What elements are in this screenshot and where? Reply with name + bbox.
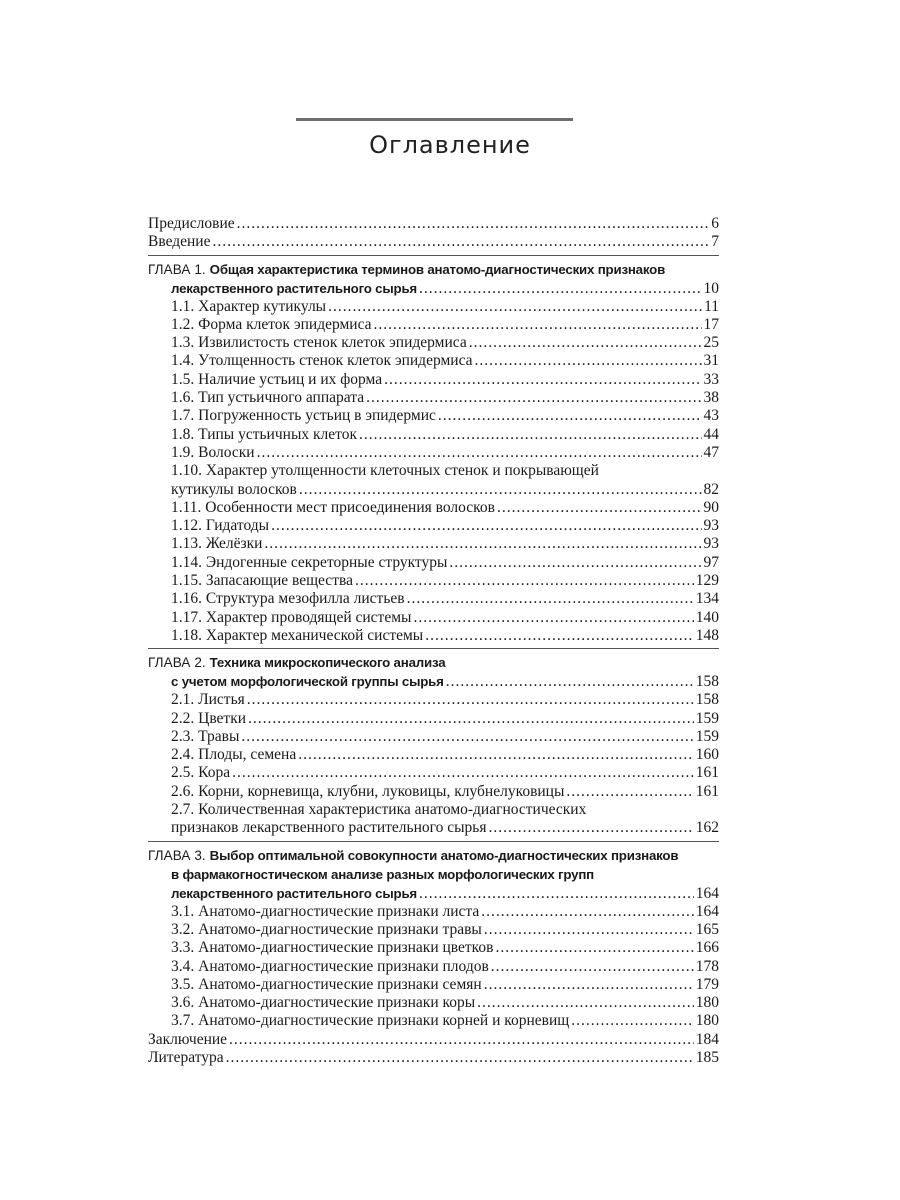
toc-entry-label: 1.3. Извилистость стенок клеток эпидермиса	[171, 334, 467, 352]
toc-page-number: 148	[695, 626, 719, 644]
dot-leader	[299, 481, 702, 499]
toc-entry[interactable]	[148, 389, 719, 407]
toc-page-number: 33	[703, 370, 719, 388]
dot-leader	[384, 371, 701, 389]
chapter-title-line: с учетом морфологической группы сырья	[171, 674, 444, 690]
toc-entry-label: Предисловие	[148, 215, 235, 232]
toc-page-number: 185	[695, 1048, 719, 1066]
dot-leader	[491, 958, 694, 976]
toc-entry-label: 2.1. Листья	[171, 691, 245, 709]
dot-leader	[438, 407, 702, 425]
dot-leader	[469, 334, 702, 352]
toc-entry-label: 2.2. Цветки	[171, 709, 247, 727]
dot-leader	[484, 976, 694, 994]
dot-leader	[419, 884, 694, 903]
dot-leader	[446, 672, 694, 691]
toc-entry-label: 1.12. Гидатоды	[171, 517, 270, 535]
chapter-label: ГЛАВА 2.	[148, 655, 206, 671]
toc-page-number: 159	[695, 709, 719, 727]
dot-leader	[247, 691, 694, 709]
toc-page-number: 164	[695, 884, 719, 902]
toc-entry-label: 1.17. Характер проводящей системы	[171, 608, 412, 626]
toc-entry-label: 2.3. Травы	[171, 727, 240, 745]
dot-leader	[229, 1031, 694, 1049]
dot-leader	[488, 819, 693, 837]
toc-entry-label: 1.4. Утолщенность стенок клеток эпидермиса	[171, 352, 473, 370]
toc-entry-label: 1.10. Характер утолщенности клеточных стенок и покрывающей	[171, 462, 599, 480]
toc-page-number: 158	[695, 673, 719, 691]
toc-entry[interactable]	[148, 352, 719, 370]
toc-page-number: 184	[695, 1030, 719, 1048]
toc-entry-introduction[interactable]	[148, 233, 719, 251]
toc-entry-label: кутикулы волосков	[171, 480, 297, 498]
toc-page-number: 10	[703, 279, 719, 297]
toc-page-number: 38	[703, 389, 719, 407]
toc-entry[interactable]	[148, 426, 719, 444]
dot-leader	[366, 389, 701, 407]
toc-entry-cont[interactable]	[148, 481, 719, 499]
toc-page-number: 31	[703, 352, 719, 370]
toc-entry-label: 1.6. Тип устьичного аппарата	[171, 389, 365, 407]
toc-page-number: 93	[703, 535, 719, 553]
dot-leader	[495, 939, 693, 957]
toc-page-number: 134	[695, 590, 719, 608]
toc-entry[interactable]	[148, 764, 719, 782]
toc-entry-label: 1.8. Типы устьичных клеток	[171, 425, 357, 443]
chapter-1-heading-cont[interactable]	[148, 279, 719, 298]
toc-page-number: 162	[695, 819, 719, 837]
chapter-label: ГЛАВА 1.	[148, 261, 206, 277]
toc-entry[interactable]	[148, 728, 719, 746]
dot-leader	[232, 764, 694, 782]
toc-entry[interactable]	[148, 609, 719, 627]
toc-entry-label: 1.13. Желёзки	[171, 535, 263, 553]
toc-entry[interactable]	[148, 444, 719, 462]
toc-entry-label: 2.6. Корни, корневища, клубни, луковицы, клубнелуковицы	[171, 782, 565, 800]
toc-page-number: 82	[703, 480, 719, 498]
toc-page-number: 17	[703, 315, 719, 333]
toc-page-number: 93	[703, 517, 719, 535]
toc-entry-label: 3.3. Анатомо-диагностические признаки цветков	[171, 939, 494, 957]
toc-entry-label: 3.4. Анатомо-диагностические признаки плодов	[171, 957, 489, 975]
dot-leader	[328, 298, 702, 316]
toc-entry-label: 3.6. Анатомо-диагностические признаки коры	[171, 994, 476, 1012]
toc-page-number: 159	[695, 727, 719, 745]
toc-entry[interactable]	[148, 572, 719, 590]
chapter-title-line: лекарственного растительного сырья	[171, 280, 417, 296]
toc-entry-cont[interactable]	[148, 819, 719, 837]
toc-page-number: 164	[695, 902, 719, 920]
toc-entry-label: 1.9. Волоски	[171, 443, 255, 461]
toc-entry-label: 1.18. Характер механической системы	[171, 626, 424, 644]
toc-page-number: 160	[695, 746, 719, 764]
toc-page-number: 158	[695, 691, 719, 709]
dot-leader	[226, 1049, 694, 1067]
toc-entry-label: 2.4. Плоды, семена	[171, 746, 297, 764]
toc-page-number: 165	[695, 920, 719, 938]
chapter-3-heading-cont[interactable]	[148, 884, 719, 903]
dot-leader	[264, 535, 701, 553]
dot-leader	[571, 1012, 694, 1030]
chapter-title-line: Общая характеристика терминов анатомо-диагностических признаков	[209, 261, 666, 277]
toc-page-number: 180	[695, 1012, 719, 1030]
dot-leader	[241, 728, 693, 746]
toc-entry-label: 1.2. Форма клеток эпидермиса	[171, 315, 372, 333]
chapter-label: ГЛАВА 3.	[148, 847, 206, 863]
toc-page-number: 7	[711, 233, 719, 251]
toc-page-number: 178	[695, 957, 719, 975]
toc-entry[interactable]	[148, 783, 719, 801]
toc-entry[interactable]	[148, 710, 719, 728]
dot-leader	[449, 554, 701, 572]
toc-page-number: 90	[703, 498, 719, 516]
dot-leader	[425, 627, 694, 645]
toc-entry-preface[interactable]	[148, 215, 719, 233]
toc-page-number: 129	[695, 572, 719, 590]
dot-leader	[497, 499, 702, 517]
dot-leader	[257, 444, 702, 462]
toc-entry-label: 3.2. Анатомо-диагностические признаки травы	[171, 920, 482, 938]
toc-entry-label: Заключение	[148, 1030, 228, 1048]
chapter-3-heading-cont[interactable]	[148, 865, 719, 884]
chapter-2-heading-cont[interactable]	[148, 672, 719, 691]
toc-page-number: 11	[704, 297, 719, 315]
dot-leader	[237, 215, 710, 233]
toc-entry[interactable]	[148, 627, 719, 645]
chapter-divider	[148, 841, 719, 842]
toc-entry[interactable]	[148, 691, 719, 709]
chapter-3-heading[interactable]	[148, 846, 719, 865]
chapter-title-line: Техника микроскопического анализа	[209, 655, 446, 671]
title-rule	[296, 118, 573, 121]
toc-entry[interactable]	[148, 407, 719, 425]
toc-page-number: 180	[695, 994, 719, 1012]
toc-entry-label: признаков лекарственного растительного сырья	[171, 819, 487, 837]
toc-entry[interactable]	[148, 1012, 719, 1030]
dot-leader	[359, 426, 702, 444]
dot-leader	[355, 572, 694, 590]
toc-entry[interactable]	[148, 371, 719, 389]
toc-entry[interactable]	[148, 994, 719, 1012]
dot-leader	[477, 994, 694, 1012]
toc-entry[interactable]	[148, 921, 719, 939]
table-of-contents	[148, 215, 719, 1067]
chapter-divider	[148, 255, 719, 256]
dot-leader	[484, 921, 694, 939]
chapter-title-line: лекарственного растительного сырья	[171, 885, 417, 901]
chapter-divider	[148, 648, 719, 649]
toc-entry-label: 1.5. Наличие устьиц и их форма	[171, 370, 383, 388]
toc-entry-label: Литература	[148, 1048, 224, 1066]
dot-leader	[298, 746, 694, 764]
toc-page-number: 6	[711, 215, 719, 232]
dot-leader	[419, 279, 702, 298]
toc-page-number: 44	[703, 425, 719, 443]
toc-entry[interactable]	[148, 746, 719, 764]
dot-leader	[248, 710, 694, 728]
toc-entry-label: 3.1. Анатомо-диагностические признаки листа	[171, 902, 480, 920]
toc-entry[interactable]	[148, 535, 719, 553]
toc-entry-literature[interactable]	[148, 1049, 719, 1067]
toc-entry[interactable]	[148, 939, 719, 957]
toc-entry[interactable]	[148, 517, 719, 535]
toc-entry[interactable]	[148, 590, 719, 608]
dot-leader	[374, 316, 702, 334]
dot-leader	[566, 783, 693, 801]
toc-entry[interactable]	[148, 334, 719, 352]
toc-page-number: 43	[703, 407, 719, 425]
dot-leader	[212, 233, 709, 251]
toc-entry-label: 1.7. Погруженность устьиц в эпидермис	[171, 407, 436, 425]
chapter-1-heading[interactable]	[148, 260, 719, 279]
toc-page-number: 47	[703, 443, 719, 461]
toc-entry-label: 1.15. Запасающие вещества	[171, 572, 353, 590]
dot-leader	[413, 609, 693, 627]
toc-entry-label: Введение	[148, 233, 211, 251]
toc-entry-label: 2.5. Кора	[171, 764, 231, 782]
toc-entry[interactable]	[148, 976, 719, 994]
toc-entry[interactable]	[148, 316, 719, 334]
page-title: Оглавление	[369, 131, 531, 159]
toc-entry[interactable]	[148, 801, 719, 819]
toc-entry-label: 1.1. Характер кутикулы	[171, 297, 327, 315]
dot-leader	[407, 590, 694, 608]
toc-page-number: 161	[695, 782, 719, 800]
dot-leader	[475, 352, 702, 370]
chapter-2-heading[interactable]	[148, 653, 719, 672]
toc-entry[interactable]	[148, 958, 719, 976]
dot-leader	[271, 517, 701, 535]
toc-entry[interactable]	[148, 499, 719, 517]
toc-page-number: 166	[695, 939, 719, 957]
toc-page-number: 25	[703, 334, 719, 352]
toc-entry-label: 1.11. Особенности мест присоединения волосков	[171, 498, 495, 516]
toc-entry-label: 2.7. Количественная характеристика анатомо-диагностических	[171, 801, 587, 819]
toc-entry-label: 1.14. Эндогенные секреторные структуры	[171, 553, 448, 571]
chapter-title-line: в фармакогностическом анализе разных морфологических групп	[171, 866, 594, 882]
toc-page-number: 161	[695, 764, 719, 782]
toc-entry-label: 3.7. Анатомо-диагностические признаки корней и корневищ	[171, 1012, 570, 1030]
toc-page-number: 97	[703, 553, 719, 571]
dot-leader	[481, 903, 694, 921]
chapter-title-line: Выбор оптимальной совокупности анатомо-диагностических признаков	[209, 847, 679, 863]
toc-entry-label: 3.5. Анатомо-диагностические признаки семян	[171, 975, 482, 993]
toc-entry-label: 1.16. Структура мезофилла листьев	[171, 590, 405, 608]
toc-page-number: 140	[695, 608, 719, 626]
toc-entry[interactable]	[148, 462, 719, 480]
toc-entry[interactable]	[148, 554, 719, 572]
toc-page-number: 179	[695, 975, 719, 993]
toc-entry[interactable]	[148, 903, 719, 921]
toc-entry-conclusion[interactable]	[148, 1031, 719, 1049]
toc-entry[interactable]	[148, 298, 719, 316]
